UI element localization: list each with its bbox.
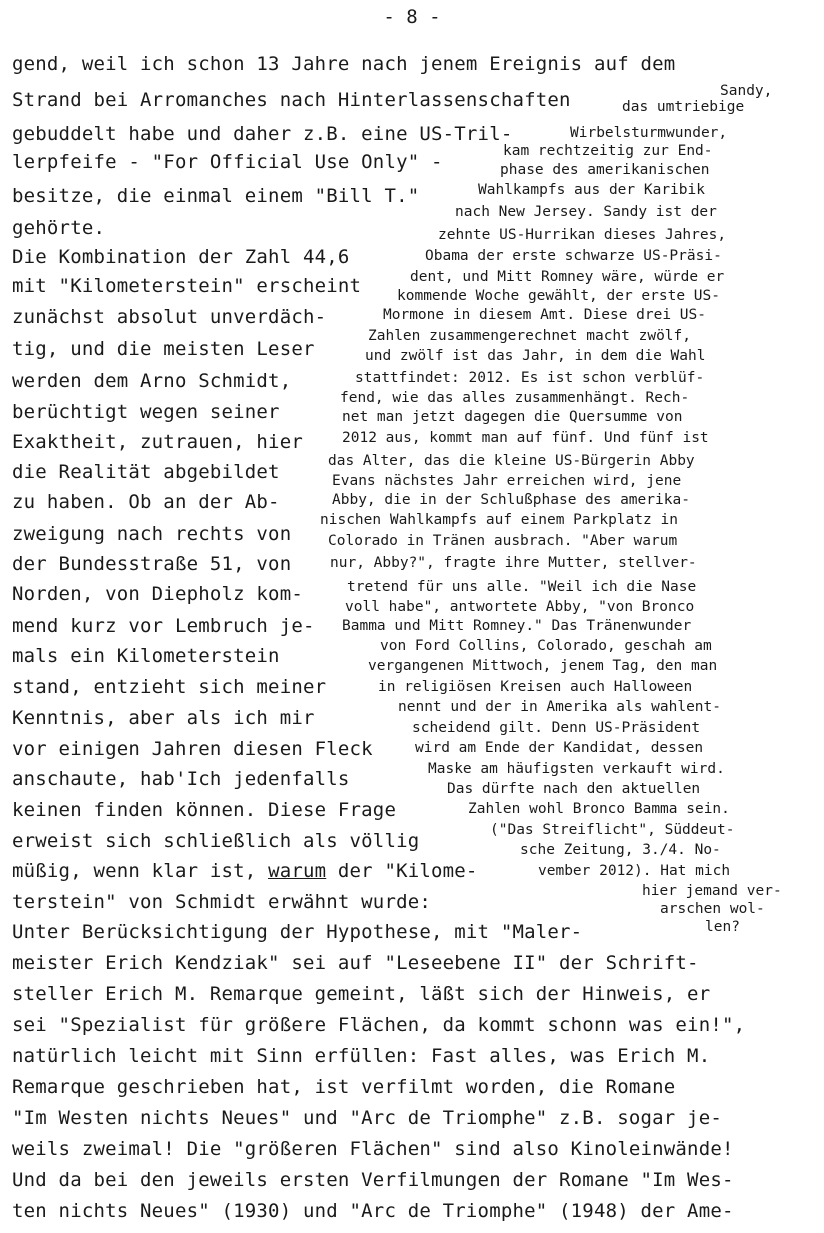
side-note-line: und zwölf ist das Jahr, in dem die Wahl [365,348,706,364]
main-line-start: müßig, wenn klar ist, [12,860,257,882]
side-note-line: tretend für uns alle. "Weil ich die Nase [347,579,697,595]
main-line: Unter Berücksichtigung der Hypothese, mit "Maler- [12,921,583,943]
side-note-line: arschen wol- [660,901,765,917]
side-note-line: Wahlkampfs aus der Karibik [478,182,705,198]
main-line: mit "Kilometerstein" erscheint [12,275,362,297]
side-note-line: Colorado in Tränen ausbrach. "Aber warum [328,533,678,549]
main-line: gebuddelt habe und daher z.B. eine US-Tril- [12,123,513,145]
main-line: natürlich leicht mit Sinn erfüllen: Fast alles, was Erich M. [12,1045,711,1067]
side-note-line: nischen Wahlkampfs auf einem Parkplatz in [320,512,678,528]
main-line: ten nichts Neues" (1930) und "Arc de Triomphe" (1948) der Ame- [12,1200,734,1222]
side-note-line: Zahlen zusammengerechnet macht zwölf, [368,328,692,344]
main-line: anschaute, hab'Ich jedenfalls [12,768,350,790]
side-note-line: phase des amerikanischen [500,162,710,178]
side-note-line: Wirbelsturmwunder, [570,125,728,141]
side-note-line: hier jemand ver- [642,883,782,899]
main-line: keinen finden können. Diese Frage [12,799,397,821]
side-note-line: nach New Jersey. Sandy ist der [455,204,717,220]
side-note-line: das umtriebige [622,99,745,115]
side-note-line: zehnte US-Hurrikan dieses Jahres, [438,227,727,243]
side-note-line: kam rechtzeitig zur End- [503,143,713,159]
main-line: meister Erich Kendziak" sei auf "Leseebene II" der Schrift- [12,952,699,974]
side-note-line: dent, und Mitt Romney wäre, würde er [410,269,725,285]
main-line-end: der "Kilome- [337,860,478,882]
main-line: terstein" von Schmidt erwähnt wurde: [12,891,432,913]
main-line: Norden, von Diepholz kom- [12,583,303,605]
main-line: Remarque geschrieben hat, ist verfilmt worden, die Romane [12,1076,676,1098]
main-line: zu haben. Ob an der Ab- [12,491,280,513]
page-number: - 8 - [383,6,441,28]
side-note-line: ("Das Streiflicht", Süddeut- [490,822,735,838]
main-line: zweigung nach rechts von [12,523,292,545]
main-line: sei "Spezialist für größere Flächen, da kommt schonn was ein!", [12,1014,746,1036]
main-line: Die Kombination der Zahl 44,6 [12,246,350,268]
side-note-line: in religiösen Kreisen auch Halloween [378,679,693,695]
side-note-line: vergangenen Mittwoch, jenem Tag, den man [368,658,718,674]
side-note-line: len? [705,919,740,935]
side-note-line: Bamma und Mitt Romney." Das Tränenwunder [342,618,692,634]
side-note-line: Sandy, [720,83,773,99]
underlined-word: warum [268,860,327,882]
side-note-line: sche Zeitung, 3./4. No- [520,842,721,858]
main-line: steller Erich M. Remarque gemeint, läßt sich der Hinweis, er [12,983,711,1005]
main-line: zunächst absolut unverdäch- [12,306,327,328]
side-note-line: Abby, die in der Schlußphase des amerika- [332,492,690,508]
main-line: weils zweimal! Die "größeren Flächen" sind also Kinoleinwände! [12,1138,734,1160]
main-line: besitze, die einmal einem "Bill T." [12,185,420,207]
side-note-line: kommende Woche gewählt, der erste US- [397,288,721,304]
side-note-line: net man jetzt dagegen die Quersumme von [342,409,683,425]
main-line: Exaktheit, zutrauen, hier [12,431,303,453]
main-line: werden dem Arno Schmidt, [12,370,292,392]
main-line: mals ein Kilometerstein [12,645,280,667]
side-note-line: Zahlen wohl Bronco Bamma sein. [468,801,730,817]
side-note-line: scheidend gilt. Denn US-Präsident [412,720,701,736]
main-line: Kenntnis, aber als ich mir [12,707,315,729]
main-line: Strand bei Arromanches nach Hinterlassenschaften [12,89,571,111]
main-line: die Realität abgebildet [12,461,280,483]
main-line: der Bundesstraße 51, von [12,553,292,575]
main-line: gend, weil ich schon 13 Jahre nach jenem Ereignis auf dem [12,53,676,75]
side-note-line: stattfindet: 2012. Es ist schon verblüf- [355,370,705,386]
side-note-line: Evans nächstes Jahr erreichen wird, jene [332,473,682,489]
main-line: lerpfeife - "For Official Use Only" - [12,151,443,173]
main-line: tig, und die meisten Leser [12,338,315,360]
side-note-line: vember 2012). Hat mich [538,863,731,879]
side-note-line: das Alter, das die kleine US-Bürgerin Abby [328,453,695,469]
main-line: Und da bei den jeweils ersten Verfilmungen der Romane "Im Wes- [12,1169,734,1191]
side-note-line: nur, Abby?", fragte ihre Mutter, stellver- [330,555,697,571]
side-note-line: wird am Ende der Kandidat, dessen [415,740,704,756]
main-line: berüchtigt wegen seiner [12,401,280,423]
side-note-line: Maske am häufigsten verkauft wird. [428,761,725,777]
side-note-line: Das dürfte nach den aktuellen [447,781,701,797]
side-note-line: 2012 aus, kommt man auf fünf. Und fünf ist [342,430,709,446]
main-line: gehörte. [12,217,106,239]
main-line [12,859,478,883]
side-note-line: voll habe", antwortete Abby, "von Bronco [345,599,695,615]
main-line: "Im Westen nichts Neues" und "Arc de Triomphe" z.B. sogar je- [12,1107,722,1129]
side-note-line: von Ford Collins, Colorado, geschah am [380,638,712,654]
main-line: vor einigen Jahren diesen Fleck [12,738,373,760]
main-line: stand, entzieht sich meiner [12,676,327,698]
side-note-line: Mormone in diesem Amt. Diese drei US- [383,307,707,323]
main-line: erweist sich schließlich als völlig [12,830,420,852]
side-note-line: fend, wie das alles zusammenhängt. Rech- [340,390,690,406]
side-note-line: nennt und der in Amerika als wahlent- [398,699,722,715]
side-note-line: Obama der erste schwarze US-Präsi- [425,248,722,264]
main-line: mend kurz vor Lembruch je- [12,615,315,637]
